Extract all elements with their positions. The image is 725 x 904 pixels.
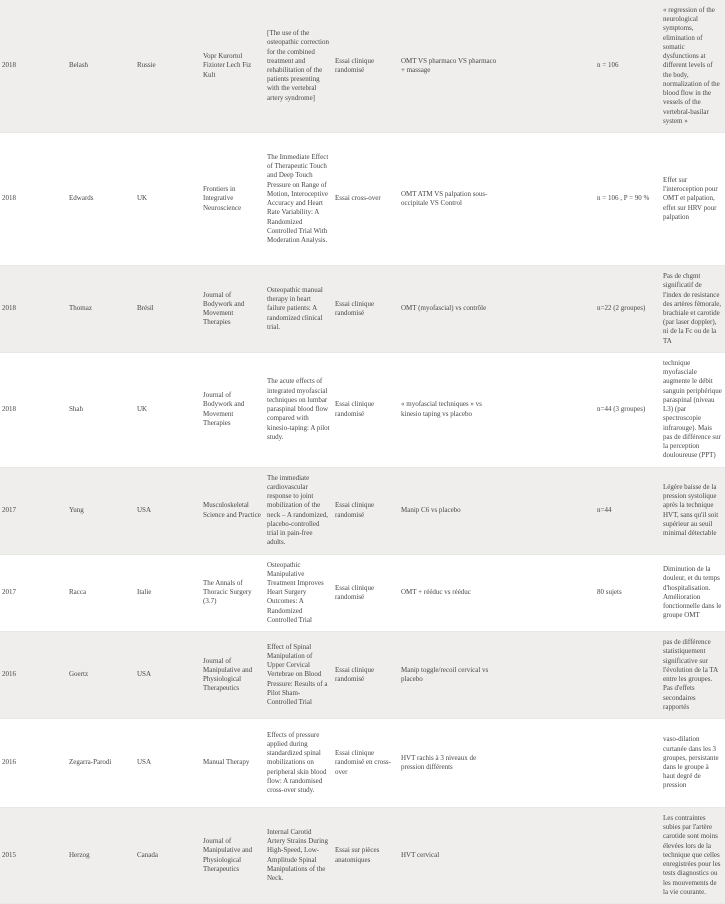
cell-year: 2018: [2, 304, 16, 313]
cell-intervention: « myofascial techniques » vs kinesio taping vs placebo: [401, 400, 482, 418]
cell-study-type: Essai clinique randomisé en cross-over: [335, 749, 391, 776]
cell-author: Edwards: [69, 194, 94, 203]
cell-title: The immediate cardiovascular response to joint mobilization of the neck – A randomized, placebo-controlled trial in pain-free adults.: [267, 473, 329, 547]
cell-sample: n = 106 , P = 90 %: [597, 194, 650, 203]
cell-author: Goertz: [69, 670, 89, 679]
cell-country: UK: [137, 194, 148, 203]
table-row: [0, 468, 725, 555]
cell-title: The acute effects of integrated myofascial techniques on lumbar paraspinal blood flow compared with kinesio-taping: A pilot study.: [267, 377, 330, 441]
cell-results: technique myofasciale augmente le débit sanguin periphérique paraspinal (niveau L3) (par spectroscopie infrarouge). Mais pas de différence sur la perception douloureuse (PPT): [663, 358, 722, 460]
cell-year: 2018: [2, 405, 16, 414]
table-row: [0, 555, 725, 633]
cell-journal: Musculoskeletal Science and Practice: [203, 501, 261, 519]
cell-country: Brésil: [137, 304, 154, 313]
cell-journal: Journal of Manipulative and Physiological Therapeutics: [203, 656, 253, 693]
cell-study-type: Essai clinique randomisé: [335, 400, 375, 418]
cell-sample: 80 sujets: [597, 588, 622, 597]
cell-title: Osteopathic Manipulative Treatment Improves Heart Surgery Outcomes: A Randomized Controlled Trial: [267, 560, 324, 624]
cell-intervention: HVT cervical: [401, 850, 440, 859]
cell-study-type: Essai clinique randomisé: [335, 501, 375, 519]
cell-sample: n=44: [597, 505, 612, 514]
cell-year: 2016: [2, 670, 16, 679]
cell-journal: Vopr Kurortol Fizioter Lech Fiz Kult: [203, 52, 252, 79]
cell-title: Osteopathic manual therapy in heart failure patients: A randomized clinical trial.: [267, 285, 323, 331]
cell-country: Italie: [137, 588, 152, 597]
table-row: [0, 0, 725, 133]
cell-year: 2018: [2, 61, 16, 70]
cell-journal: The Annals of Thoracic Surgery (3.7): [203, 578, 252, 606]
table-row: [0, 719, 725, 808]
cell-intervention: OMT ATM VS palpation sous-occipitale VS Control: [401, 189, 488, 208]
cell-author: Zegarra-Parodi: [69, 758, 112, 767]
cell-results: vaso-dilation curtanée dans les 3 groupes, persistante dans le groupe à haut degré de pression: [663, 735, 719, 790]
cell-sample: [595, 757, 661, 769]
cell-title: Effect of Spinal Manipulation of Upper Cervical Vertebrae on Blood Pressure: Results of a Pilot Sham-Controlled Trial: [267, 642, 328, 707]
table-row: [0, 266, 725, 353]
cell-study-type: Essai clinique randomisé: [335, 583, 375, 601]
cell-results: Pas de chgmt significatif de l'index de resistance des artères fémorale, brachiale et carotide (par laser doppler), ni de la Fc ou de la TA: [663, 272, 722, 345]
cell-study-type: Essai cross-over: [335, 194, 381, 203]
cell-title: The Immediate Effect of Therapeutic Touch and Deep Touch Pressure on Range of Motion, Interoceptive Accuracy and Heart Rate Variability: A Randomized Controlled Trial With Moderation Analysis.: [267, 152, 329, 244]
cell-country: USA: [137, 505, 152, 514]
cell-sample: n = 106: [597, 61, 619, 70]
cell-study-type: Essai clinique randomisé: [335, 56, 375, 75]
table-row: [0, 353, 725, 468]
cell-results: Effet sur l'interoception pour OMT et palpation, effet sur HRV pour palpation: [663, 175, 718, 221]
cell-author: Racca: [69, 588, 87, 597]
cell-author: Herzog: [69, 850, 90, 859]
cell-intervention: OMT (myofascial) vs contrôle: [401, 304, 487, 313]
cell-journal: Journal of Bodywork and Movement Therapies: [203, 391, 245, 427]
cell-intervention: OMT VS pharmaco VS pharmaco + massage: [401, 56, 497, 75]
cell-results: Diminution de la douleur, et du temps d'hospitalisation. Amélioration fonctionnelle dans le groupe OMT: [663, 565, 722, 620]
cell-country: Canada: [137, 850, 158, 859]
cell-intervention: HVT rachis à 3 niveaux de pression différents: [401, 753, 477, 772]
cell-journal: Frontiers in Integrative Neuroscience: [203, 185, 242, 212]
table-row: [0, 808, 725, 904]
cell-intervention: OMT + rééduc vs rééduc: [401, 588, 471, 597]
cell-country: UK: [137, 405, 148, 414]
cell-sample: n=44 (3 groupes): [597, 405, 646, 414]
cell-author: Yung: [69, 505, 84, 514]
cell-country: USA: [137, 758, 152, 767]
cell-country: USA: [137, 670, 152, 679]
cell-year: 2015: [2, 850, 16, 859]
cell-title: Internal Carotid Artery Strains During High-Speed, Low-Amplitude Spinal Manipulations of the Neck.: [267, 827, 329, 883]
cell-title: Effects of pressure applied during standardized spinal mobilizations on peripheral skin blood flow: A randomised cross-over study.: [267, 730, 327, 795]
cell-country: Russie: [137, 61, 156, 70]
cell-journal: Journal of Manipulative and Physiological Therapeutics: [203, 837, 253, 873]
cell-study-type: Essai clinique randomisé: [335, 665, 375, 684]
cell-sample: [595, 850, 661, 862]
cell-intervention: Manip toggle/recoil cervical vs placebo: [401, 665, 489, 684]
cell-author: Thomaz: [69, 304, 92, 313]
cell-year: 2017: [2, 588, 16, 597]
cell-results: « regression of the neurological symptoms, elimination of somatic dysfunctions at different levels of the body, normalization of the blood flow in the vessels of the vertebral-basilar system »: [663, 6, 720, 125]
cell-year: 2017: [2, 505, 16, 514]
cell-results: Légère baisse de la pression systolique après la technique HVT, sans qu'il soit supérieur au seuil minimal détectable: [663, 482, 719, 537]
table-row: [0, 133, 725, 266]
cell-journal: Journal of Bodywork and Movement Therapies: [203, 290, 245, 327]
cell-intervention: Manip C6 vs placebo: [401, 505, 461, 514]
cell-title: [The use of the osteopathic correction for the combined treatment and rehabilitation of the patients presenting with the vertebral artery syndrome]: [267, 29, 330, 102]
table-row: [0, 632, 725, 719]
cell-author: Belash: [69, 61, 89, 70]
cell-study-type: Essai sur pièces anatomiques: [335, 846, 380, 864]
cell-sample: [595, 669, 661, 681]
cell-year: 2018: [2, 194, 16, 203]
cell-sample: n=22 (2 groupes): [597, 304, 646, 313]
cell-author: Shah: [69, 405, 83, 414]
cell-study-type: Essai clinique randomisé: [335, 299, 375, 317]
cell-year: 2016: [2, 758, 16, 767]
cell-journal: Manual Therapy: [203, 758, 250, 767]
cell-results: pas de différence statistiquement significative sur l'évolution de la TA entre les groupes. Pas d'effets secondaires rapportés: [663, 638, 718, 711]
cell-results: Les contraintes subies par l'artère carotide sont moins élevées lors de la technique que celles enregistrées pour les tests diagnostics ou les mouvements de la vie courante.: [663, 814, 721, 896]
